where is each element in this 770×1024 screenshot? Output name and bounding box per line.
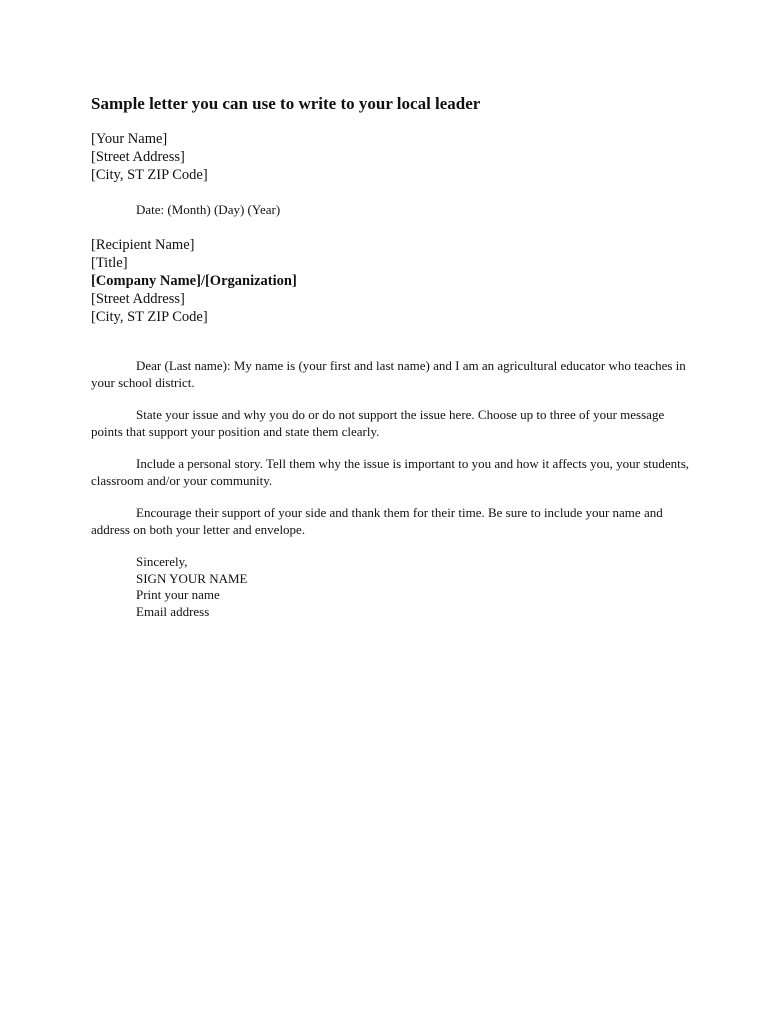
- recipient-company: [Company Name]/[Organization]: [91, 273, 297, 289]
- recipient-name: [Recipient Name]: [91, 237, 195, 253]
- letter-date: Date: (Month) (Day) (Year): [136, 202, 281, 217]
- sender-name: [Your Name]: [91, 131, 168, 147]
- closing-salutation: Sincerely,: [136, 554, 188, 569]
- document-title: Sample letter you can use to write to your local leader: [91, 94, 481, 113]
- recipient-title: [Title]: [91, 255, 128, 271]
- sender-street: [Street Address]: [91, 149, 185, 165]
- recipient-address-block: [91, 236, 297, 326]
- body-paragraph-story: Include a personal story. Tell them why the issue is important to you and how it affects you, your students, classroom and/or your community.: [91, 456, 690, 488]
- closing-signature: SIGN YOUR NAME: [136, 570, 248, 586]
- body-paragraph-closing: Encourage their support of your side and thank them for their time. Be sure to include your name and address on both your letter and envelope.: [91, 505, 663, 537]
- recipient-city: [City, ST ZIP Code]: [91, 309, 208, 325]
- closing-email: Email address: [136, 603, 210, 619]
- recipient-street: [Street Address]: [91, 291, 185, 307]
- sender-address-block: [91, 130, 208, 184]
- body-paragraph-greeting: Dear (Last name): My name is (your first and last name) and I am an agricultural educator who teaches in your school district.: [91, 358, 686, 390]
- sender-city: [City, ST ZIP Code]: [91, 167, 208, 183]
- body-paragraph-issue: State your issue and why you do or do not support the issue here. Choose up to three of your message points that support your position and state them clearly.: [91, 407, 665, 439]
- closing-block: [136, 554, 247, 620]
- closing-print-name: Print your name: [136, 587, 220, 602]
